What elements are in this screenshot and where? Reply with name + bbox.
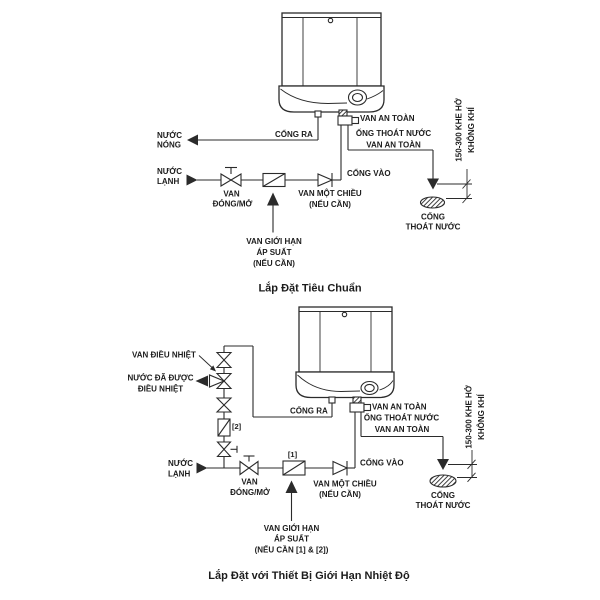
tempered-water-label-line1: NƯỚC ĐÃ ĐƯỢC xyxy=(127,373,194,383)
valve-body xyxy=(333,462,347,475)
valve-lever xyxy=(352,118,359,124)
check-valve-label-line1: VAN MỘT CHIỀU xyxy=(298,189,362,199)
valve-body xyxy=(318,174,332,186)
pressure-valve-label-line1: VAN GIỚI HẠN xyxy=(263,523,320,533)
tag-1-label: [1] xyxy=(287,450,298,459)
pressure-valve-label-line1: VAN GIỚI HẠN xyxy=(246,237,302,247)
hot-water-flow-arrow-icon xyxy=(187,135,198,146)
diagram-title: Lắp Đặt Tiêu Chuẩn xyxy=(258,282,362,295)
inlet-port-label: CỔNG VÀO xyxy=(360,458,404,468)
cold-water-label-line2: LẠNH xyxy=(168,469,191,479)
shutoff-valve-vertical xyxy=(218,442,238,457)
outlet-stub xyxy=(329,397,335,403)
hot-water-label-line2: NÓNG xyxy=(157,140,181,150)
valve-body xyxy=(217,360,231,368)
tempered-water-line xyxy=(196,346,238,468)
valve-body xyxy=(217,353,231,361)
heater-cap-inner xyxy=(365,384,374,391)
pressure-valve-pointer xyxy=(267,193,279,233)
inlet-port-label: CỔNG VÀO xyxy=(347,169,391,179)
leader-line xyxy=(199,356,213,369)
pressure-valve-label-line2: ÁP SUẤT xyxy=(256,248,292,258)
valve-stub xyxy=(339,110,347,116)
check-valve-label-line1: VAN MỘT CHIỀU xyxy=(313,479,377,489)
heater-screw xyxy=(328,18,332,22)
valve-lever xyxy=(364,405,371,411)
cold-water-label-line1: NƯỚC xyxy=(157,166,183,176)
valve-body xyxy=(221,174,231,186)
pressure-valve-label-line3: (NẾU CẦN [1] & [2]) xyxy=(254,545,329,555)
floor-drain-label-line2: THOÁT NƯỚC xyxy=(405,222,461,232)
pressure-limiting-valve-1 xyxy=(283,461,305,475)
shutoff-valve-label-line1: VAN xyxy=(223,189,240,199)
valve-stub xyxy=(353,397,361,403)
pointer-arrow-icon xyxy=(286,481,298,494)
air-gap-label-line1: 150-300 KHE HỞ xyxy=(464,385,474,449)
cold-water-label-line2: LẠNH xyxy=(157,176,180,186)
shutoff-valve xyxy=(240,456,258,475)
valve-body xyxy=(218,449,231,456)
valve-body xyxy=(240,462,249,475)
safety-drain-label-line2: VAN AN TOÀN xyxy=(366,140,421,150)
floor-drain-label-line1: CỔNG xyxy=(421,212,445,222)
cold-water-flow-arrow-icon xyxy=(187,175,198,186)
pressure-valve-label-line2: ÁP SUẤT xyxy=(274,534,309,544)
isolation-valve-lower xyxy=(217,398,231,412)
drain-flow-arrow-icon xyxy=(437,459,449,470)
pressure-valve-label-line3: (NẾU CẦN) xyxy=(253,259,295,269)
check-valve xyxy=(318,173,332,187)
hot-water-label-line1: NƯỚC xyxy=(157,131,183,141)
shutoff-valve-label-line2: ĐÓNG/MỞ xyxy=(212,199,253,209)
safety-drain-label-line1: ỐNG THOÁT NƯỚC xyxy=(355,129,432,138)
floor-drain-label-line2: THOÁT NƯỚC xyxy=(415,500,471,510)
drain-opening xyxy=(421,197,445,208)
diagram-standard xyxy=(157,13,476,295)
air-gap-dimension xyxy=(437,169,472,203)
safety-valve xyxy=(350,397,371,412)
floor-drain xyxy=(430,475,456,487)
diagram-temperature-limited xyxy=(127,307,486,582)
water-heater xyxy=(279,13,384,117)
floor-drain xyxy=(421,197,445,208)
air-gap-label-line2: KHÔNG KHÍ xyxy=(477,394,486,440)
pressure-limiting-valve-2 xyxy=(218,419,230,436)
valve-body xyxy=(217,405,231,412)
thermostatic-valve-leader xyxy=(199,356,216,372)
safety-valve-label: VAN AN TOÀN xyxy=(372,402,427,412)
safety-drain-label-line2: VAN AN TOÀN xyxy=(374,424,430,434)
pressure-limiting-valve xyxy=(263,174,285,187)
valve-body xyxy=(218,442,231,449)
outlet-port-label: CỔNG RA xyxy=(275,130,313,140)
shutoff-valve-label-line1: VAN xyxy=(241,477,258,487)
tempered-water-flow-arrow-icon xyxy=(196,376,209,387)
pointer-arrow-icon xyxy=(267,193,279,206)
tag-2-label: [2] xyxy=(232,421,242,431)
valve-body xyxy=(350,403,364,412)
thermostatic-mixing-valve xyxy=(210,374,232,389)
cold-water-flow-arrow-icon xyxy=(197,463,208,474)
outlet-stub xyxy=(315,111,321,117)
heater-cap-inner xyxy=(353,94,363,102)
check-valve-label-line2: (NẾU CẦN) xyxy=(319,490,361,500)
water-heater xyxy=(296,307,394,403)
thermostatic-valve-label: VAN ĐIỀU NHIỆT xyxy=(132,350,196,360)
valve-body xyxy=(249,462,258,475)
valve-body xyxy=(217,398,231,405)
diagram-title: Lắp Đặt với Thiết Bị Giới Hạn Nhiệt Độ xyxy=(208,570,410,582)
air-gap-label-line2: KHÔNG KHÍ xyxy=(467,107,476,153)
heater-screw xyxy=(342,312,346,316)
air-gap-label-line1: 150-300 KHE HỞ xyxy=(454,98,464,162)
isolation-valve-upper xyxy=(217,353,231,368)
safety-drain-label-line1: ỐNG THOÁT NƯỚC xyxy=(363,413,440,423)
shutoff-valve xyxy=(221,168,241,187)
valve-body xyxy=(231,174,241,186)
heater-body xyxy=(282,13,381,86)
check-valve-label-line2: (NẾU CẦN) xyxy=(309,200,351,209)
tempered-water-label-line2: ĐIỀU NHIỆT xyxy=(137,384,184,394)
safety-valve-label: VAN AN TOÀN xyxy=(360,114,415,123)
check-valve xyxy=(333,461,347,476)
pressure-valve-pointer xyxy=(286,481,298,522)
drain-opening xyxy=(430,475,456,487)
outlet-port-label: CỔNG RA xyxy=(290,406,328,416)
cold-water-label-line1: NƯỚC xyxy=(168,459,194,469)
shutoff-valve-label-line2: ĐÓNG/MỞ xyxy=(230,487,270,497)
floor-drain-label-line1: CỔNG xyxy=(431,490,455,500)
valve-body xyxy=(338,116,352,125)
